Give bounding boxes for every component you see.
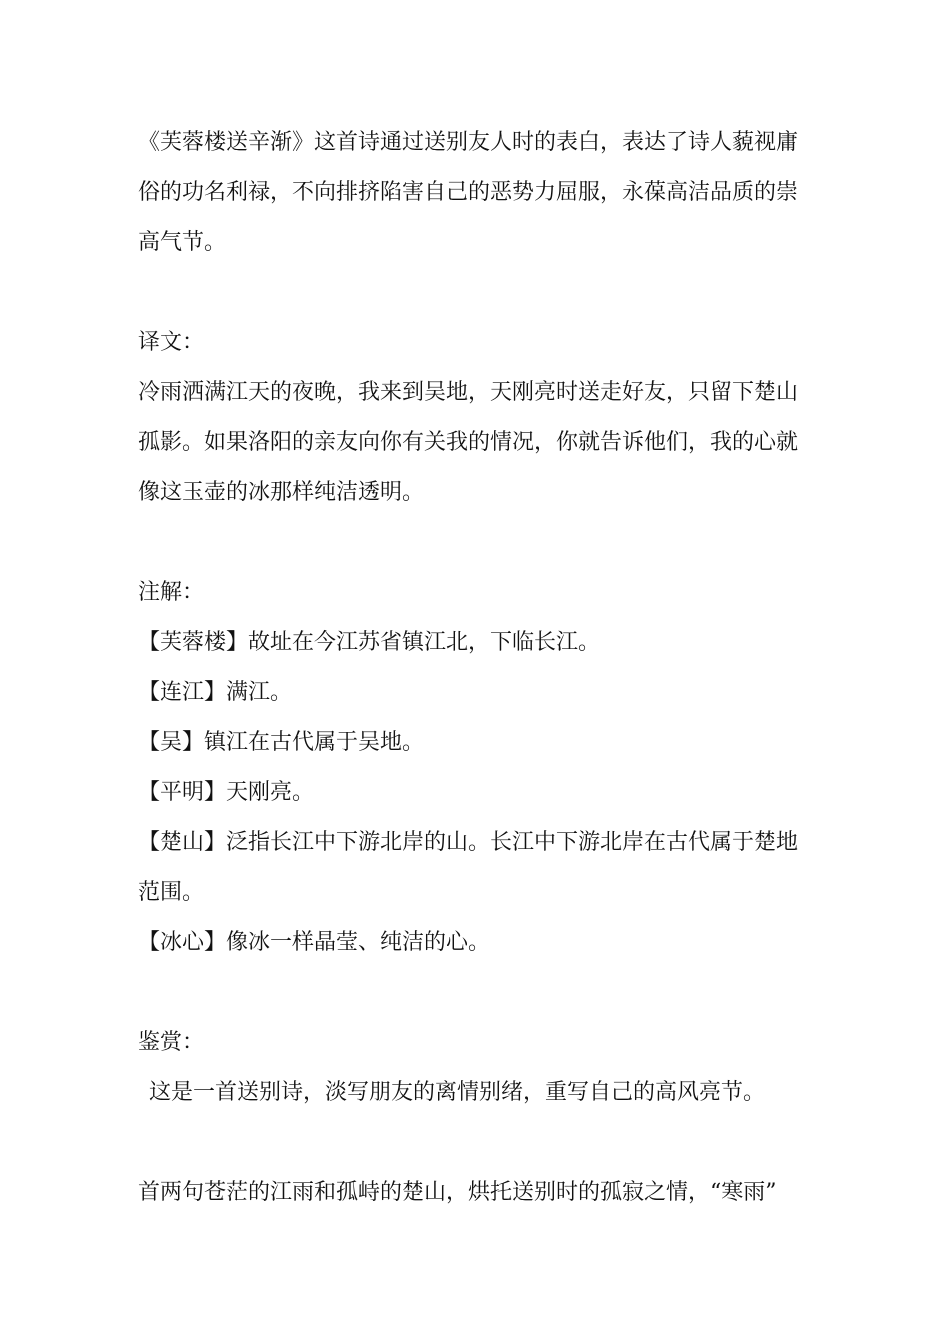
note-item: 【楚山】泛指长江中下游北岸的山。长江中下游北岸在古代属于楚地范围。	[138, 830, 799, 905]
spacer	[138, 1118, 812, 1168]
translation-heading: 译文：	[138, 330, 205, 355]
translation-paragraph: 冷雨洒满江天的夜晚，我来到吴地，天刚亮时送走好友，只留下楚山孤影。如果洛阳的亲友向你有关我的情况，你就告诉他们，我的心就像这玉壶的冰那样纯洁透明。	[138, 380, 799, 505]
appreciation-paragraph: 这是一首送别诗，淡写朋友的离情别绪，重写自己的高风亮节。	[149, 1080, 766, 1105]
appreciation-heading: 鉴赏：	[138, 1030, 205, 1055]
note-item: 【芙蓉楼】故址在今江苏省镇江北，下临长江。	[138, 630, 601, 655]
notes-heading: 注解：	[138, 580, 205, 605]
note-item: 【连江】满江。	[138, 680, 293, 705]
document-body	[138, 118, 812, 1218]
intro-paragraph: 《芙蓉楼送辛渐》这首诗通过送别友人时的表白，表达了诗人藐视庸俗的功名利禄，不向排挤陷害自己的恶势力屈服，永葆高洁品质的崇高气节。	[138, 130, 799, 255]
closing-paragraph: 首两句苍茫的江雨和孤峙的楚山，烘托送别时的孤寂之情，“寒雨”	[138, 1180, 777, 1205]
note-item: 【冰心】像冰一样晶莹、纯洁的心。	[138, 930, 491, 955]
note-item: 【吴】镇江在古代属于吴地。	[138, 730, 425, 755]
spacer	[138, 518, 812, 568]
spacer	[138, 268, 812, 318]
spacer	[138, 968, 812, 1018]
note-item: 【平明】天刚亮。	[138, 780, 315, 805]
